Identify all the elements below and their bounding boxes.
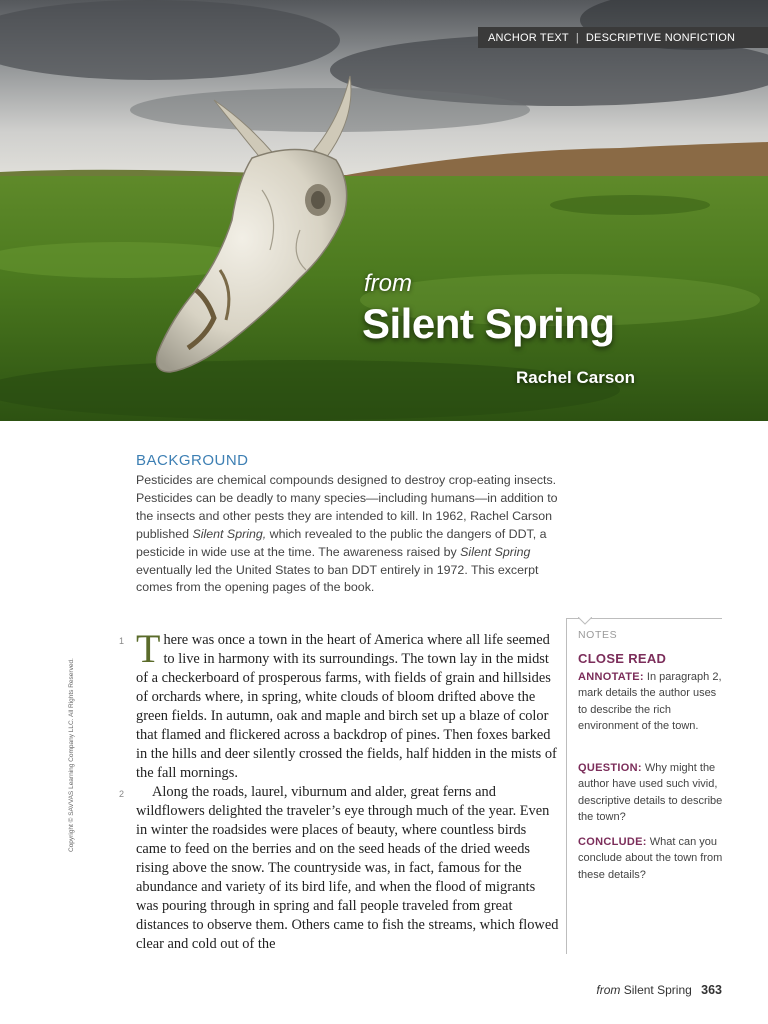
paragraph-number-2: 2 bbox=[119, 789, 125, 799]
notes-label: NOTES bbox=[578, 629, 618, 641]
background-text bbox=[136, 472, 560, 597]
notes-notch-icon bbox=[578, 617, 592, 625]
close-read-heading: CLOSE READ bbox=[578, 651, 667, 666]
genre-tag bbox=[478, 27, 768, 48]
page-number: 363 bbox=[701, 983, 722, 997]
background-italic-title-1: Silent Spring, bbox=[192, 526, 267, 541]
footer-from: from bbox=[596, 983, 621, 997]
landscape-illustration bbox=[0, 0, 768, 421]
paragraph-1 bbox=[136, 626, 560, 783]
note-annotate-label: ANNOTATE: bbox=[578, 671, 644, 683]
note-annotate-text: In paragraph 2, mark details the author uses to describe the rich environment of the town. bbox=[578, 671, 722, 732]
background-text-part2: which revealed to the public the dangers of DDT, a pesticide in wide use at the time. The awareness raised by bbox=[136, 526, 547, 559]
tag-anchor-text: ANCHOR TEXT bbox=[488, 31, 569, 44]
note-conclude-label: CONCLUDE: bbox=[578, 836, 647, 848]
copyright-notice: Copyright © SAVVAS Learning Company LLC. All Rights Reserved. bbox=[68, 658, 75, 852]
note-conclude bbox=[578, 834, 724, 883]
note-conclude-text: What can you conclude about the town from these details? bbox=[578, 836, 723, 881]
page-footer bbox=[596, 983, 722, 997]
notes-side-rule bbox=[566, 618, 567, 954]
hero-image bbox=[0, 0, 768, 421]
drop-cap: T bbox=[136, 626, 161, 671]
paragraph-2: Along the roads, laurel, viburnum and alder, great ferns and wildflowers delighted the traveler’s eye through much of the year. Even in winter the roadsides were places of beauty, where countless birds came to feed on the berries and on the seed heads of the dried weeds rising above the snow. The countryside was, in fact, famous for the abundance and variety of its bird life, and when the flood of migrants was pouring through in spring and fall people traveled from great distances to observe them. Others came to fish the streams, which flowed clear and cold out of the bbox=[136, 784, 559, 952]
tag-genre: DESCRIPTIVE NONFICTION bbox=[585, 31, 736, 44]
note-question bbox=[578, 760, 724, 825]
note-question-text: Why might the author have used such vivid, descriptive details to describe the town? bbox=[578, 762, 723, 823]
footer-title: Silent Spring bbox=[623, 983, 692, 997]
note-annotate bbox=[578, 669, 724, 734]
page-title: Silent Spring bbox=[362, 300, 615, 347]
author-name: Rachel Carson bbox=[516, 368, 636, 387]
paragraph-1-text: here was once a town in the heart of America where all life seemed to live in harmony with its surroundings. The town lay in the midst of a checkerboard of prosperous farms, with fields of grain and hillsides of orchards where, in spring, white clouds of bloom drifted above the green fields. In autumn, oak and maple and birch set up a blaze of color that flamed and flickered across a backdrop of pines. Then foxes barked in the hills and deer silently crossed the fields, half hidden in the mists of the fall mornings. bbox=[136, 632, 557, 781]
background-italic-title-2: Silent Spring bbox=[460, 544, 531, 559]
background-text-part3: eventually led the United States to ban DDT entirely in 1972. This excerpt comes from the opening pages of the book. bbox=[136, 562, 539, 595]
paragraph-number-1: 1 bbox=[119, 636, 125, 646]
title-from: from bbox=[364, 270, 412, 297]
background-heading: BACKGROUND bbox=[136, 452, 249, 469]
background-text-part1: Pesticides are chemical compounds designed to destroy crop-eating insects. Pesticides can be deadly to many species—including humans—in addition to the insects and other pests they are intended to kill. In 1962, Rachel Carson published bbox=[136, 473, 558, 541]
tag-separator: | bbox=[575, 31, 579, 44]
note-question-label: QUESTION: bbox=[578, 762, 642, 774]
